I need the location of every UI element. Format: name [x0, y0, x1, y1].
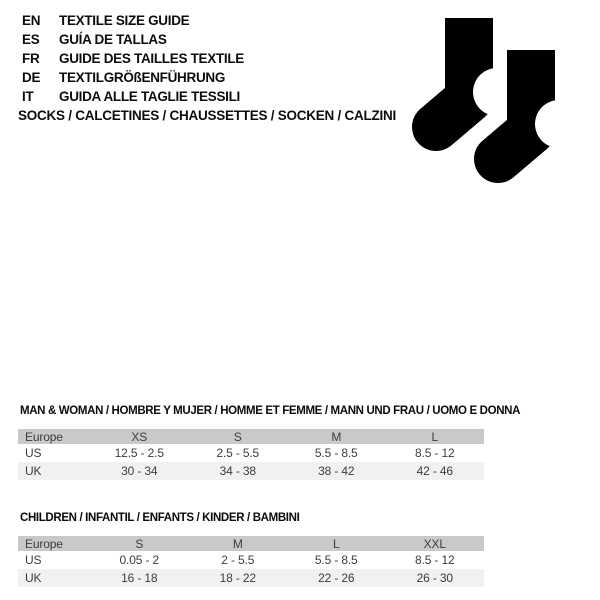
- table-row-uk: [18, 569, 484, 587]
- table-row-uk: [18, 462, 484, 480]
- table-row-us: [18, 444, 484, 462]
- size-chart: [18, 536, 484, 587]
- language-code: FR: [22, 51, 40, 66]
- region-cell: UK: [25, 571, 42, 585]
- language-row-de: [22, 68, 244, 87]
- language-row-en: [22, 11, 244, 30]
- size-cell: 12.5 - 2.5: [114, 446, 164, 460]
- language-row-fr: [22, 49, 244, 68]
- header-cell-size: M: [232, 536, 243, 551]
- table-row-us: [18, 551, 484, 569]
- language-label: TEXTILE SIZE GUIDE: [59, 13, 190, 28]
- size-cell: 42 - 46: [416, 464, 453, 478]
- size-chart: [18, 429, 484, 480]
- size-cell: 16 - 18: [121, 571, 158, 585]
- language-row-es: [22, 30, 244, 49]
- size-cell: 0.05 - 2: [119, 553, 159, 567]
- header-cell-region: Europe: [25, 429, 63, 444]
- language-code: DE: [22, 70, 41, 85]
- size-table-children: [18, 510, 484, 587]
- language-label: GUÍA DE TALLAS: [59, 32, 167, 47]
- socks-icon: [395, 0, 595, 200]
- region-cell: UK: [25, 464, 42, 478]
- region-cell: US: [25, 446, 42, 460]
- header-cell-size: S: [233, 429, 242, 444]
- size-cell: 26 - 30: [416, 571, 453, 585]
- table-header-row: [18, 429, 484, 444]
- header-cell-size: S: [135, 536, 144, 551]
- size-cell: 5.5 - 8.5: [314, 446, 358, 460]
- language-label: TEXTILGRÖßENFÜHRUNG: [59, 70, 226, 85]
- size-cell: 30 - 34: [121, 464, 158, 478]
- header-cell-size: M: [331, 429, 342, 444]
- header-cell-size: XS: [131, 429, 148, 444]
- language-code: IT: [22, 89, 34, 104]
- size-cell: 18 - 22: [219, 571, 256, 585]
- header-cell-size: L: [332, 536, 340, 551]
- region-cell: US: [25, 553, 42, 567]
- size-cell: 2 - 5.5: [221, 553, 255, 567]
- language-row-it: [22, 87, 244, 106]
- language-label: GUIDE DES TAILLES TEXTILE: [59, 51, 245, 66]
- size-cell: 8.5 - 12: [415, 446, 455, 460]
- language-list: [22, 11, 244, 106]
- header-cell-size: L: [431, 429, 439, 444]
- header-cell-size: XXL: [423, 536, 446, 551]
- table-header-row: [18, 536, 484, 551]
- size-cell: 5.5 - 8.5: [314, 553, 358, 567]
- size-cell: 38 - 42: [318, 464, 355, 478]
- sock-front-icon: [493, 36, 583, 159]
- header-cell-region: Europe: [25, 536, 63, 551]
- category-title: SOCKS / CALCETINES / CHAUSSETTES / SOCKEN / CALZINI: [18, 108, 397, 123]
- table-title: MAN & WOMAN / HOMBRE Y MUJER / HOMME ET FEMME / MANN UND FRAU / UOMO E DONNA: [20, 405, 521, 417]
- size-table-man-woman: [18, 403, 521, 480]
- language-code: EN: [22, 13, 41, 28]
- size-cell: 22 - 26: [318, 571, 355, 585]
- language-code: ES: [22, 32, 40, 47]
- size-cell: 2.5 - 5.5: [216, 446, 260, 460]
- size-cell: 34 - 38: [219, 464, 256, 478]
- table-title: CHILDREN / INFANTIL / ENFANTS / KINDER / BAMBINI: [20, 512, 300, 524]
- size-cell: 8.5 - 12: [415, 553, 455, 567]
- language-label: GUIDA ALLE TAGLIE TESSILI: [59, 89, 240, 104]
